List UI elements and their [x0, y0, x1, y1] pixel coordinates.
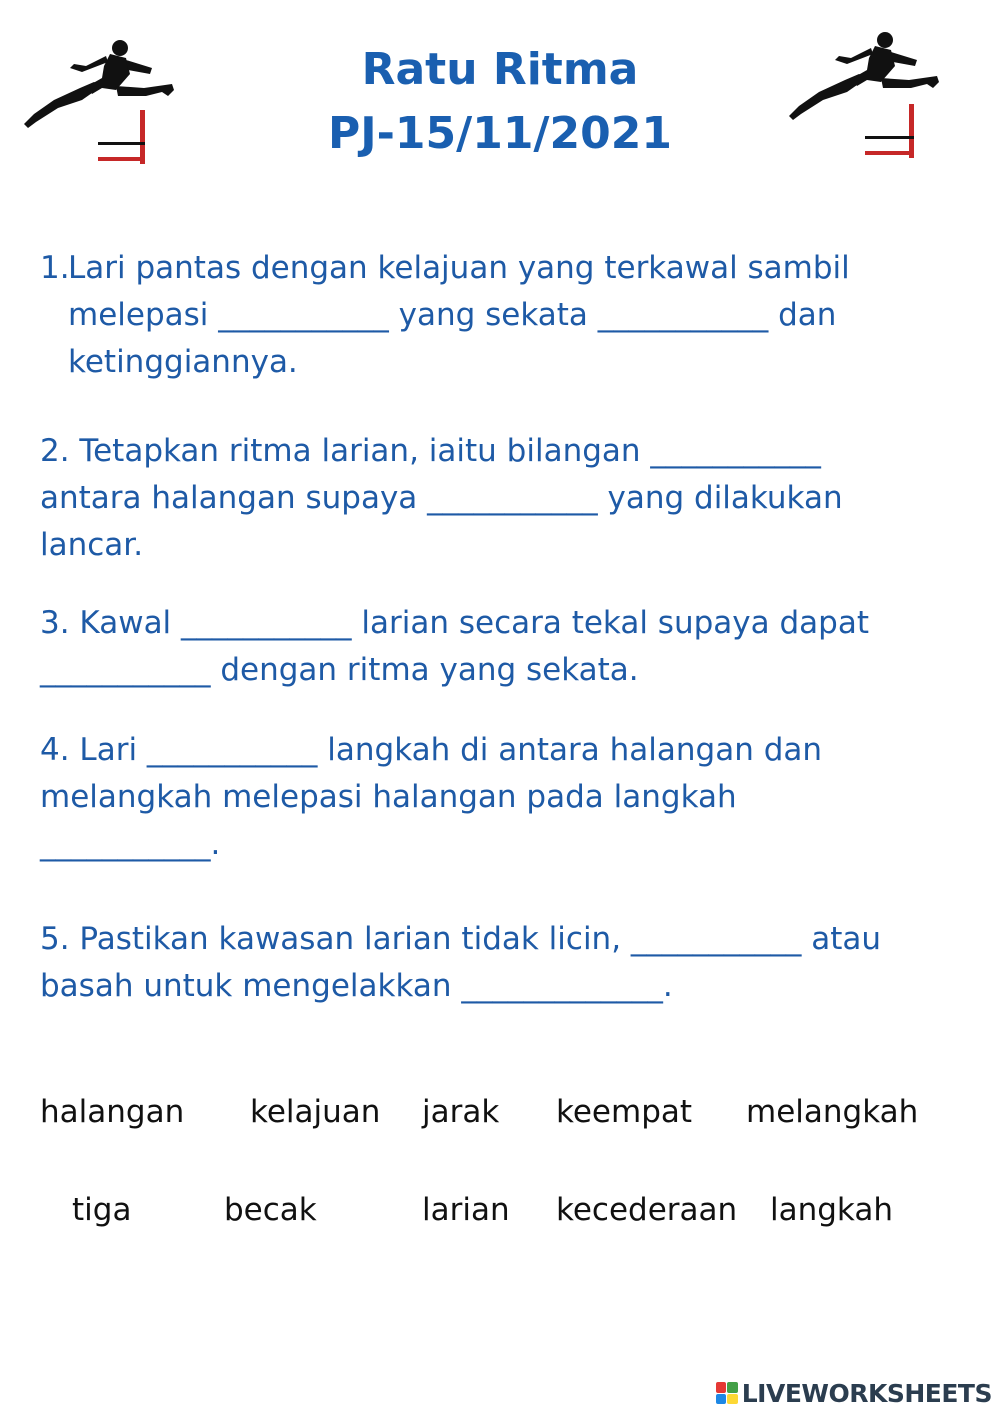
hurdler-icon: [22, 38, 182, 168]
question-text-line: ___________.: [40, 826, 221, 862]
question-number: 1.: [40, 250, 70, 286]
question-text-line: lancar.: [40, 527, 144, 563]
page-subtitle: PJ-15/11/2021: [328, 108, 672, 159]
word-bank-item[interactable]: halangan: [40, 1094, 185, 1130]
question-2: [40, 428, 940, 569]
word-bank-item[interactable]: jarak: [422, 1094, 500, 1130]
word-bank-item[interactable]: tiga: [72, 1192, 132, 1228]
question-5: [40, 916, 940, 1010]
word-bank-item[interactable]: melangkah: [746, 1094, 919, 1130]
question-text-line: melangkah melepasi halangan pada langkah: [40, 779, 737, 815]
word-bank-item[interactable]: kelajuan: [250, 1094, 381, 1130]
hurdler-icon: [787, 30, 947, 160]
question-text-line: antara halangan supaya ___________ yang dilakukan: [40, 480, 843, 516]
question-3: [40, 600, 940, 694]
watermark-text: LIVEWORKSHEETS: [741, 1378, 992, 1408]
question-text-line: ketinggiannya.: [68, 344, 298, 380]
word-bank-item[interactable]: keempat: [556, 1094, 693, 1130]
page-title: Ratu Ritma: [361, 44, 639, 95]
question-text-line: ___________ dengan ritma yang sekata.: [40, 652, 639, 688]
word-bank-item[interactable]: becak: [224, 1192, 317, 1228]
question-1: [40, 245, 940, 386]
question-text-line: 2. Tetapkan ritma larian, iaitu bilangan ___________: [40, 433, 821, 469]
question-4: [40, 727, 940, 868]
question-text-line: basah untuk mengelakkan _____________.: [40, 968, 673, 1004]
question-text-line: 3. Kawal ___________ larian secara tekal supaya dapat: [40, 605, 869, 641]
liveworksheets-logo-icon: [716, 1382, 738, 1404]
question-text-line: melepasi ___________ yang sekata ___________ dan: [68, 297, 837, 333]
question-text-line: Lari pantas dengan kelajuan yang terkawal sambil: [68, 250, 850, 286]
question-text-line: 5. Pastikan kawasan larian tidak licin, ___________ atau: [40, 921, 882, 957]
word-bank-item[interactable]: larian: [422, 1192, 510, 1228]
word-bank-item[interactable]: kecederaan: [556, 1192, 738, 1228]
word-bank-item[interactable]: langkah: [770, 1192, 893, 1228]
question-text-line: 4. Lari ___________ langkah di antara halangan dan: [40, 732, 823, 768]
watermark: [716, 1376, 992, 1410]
